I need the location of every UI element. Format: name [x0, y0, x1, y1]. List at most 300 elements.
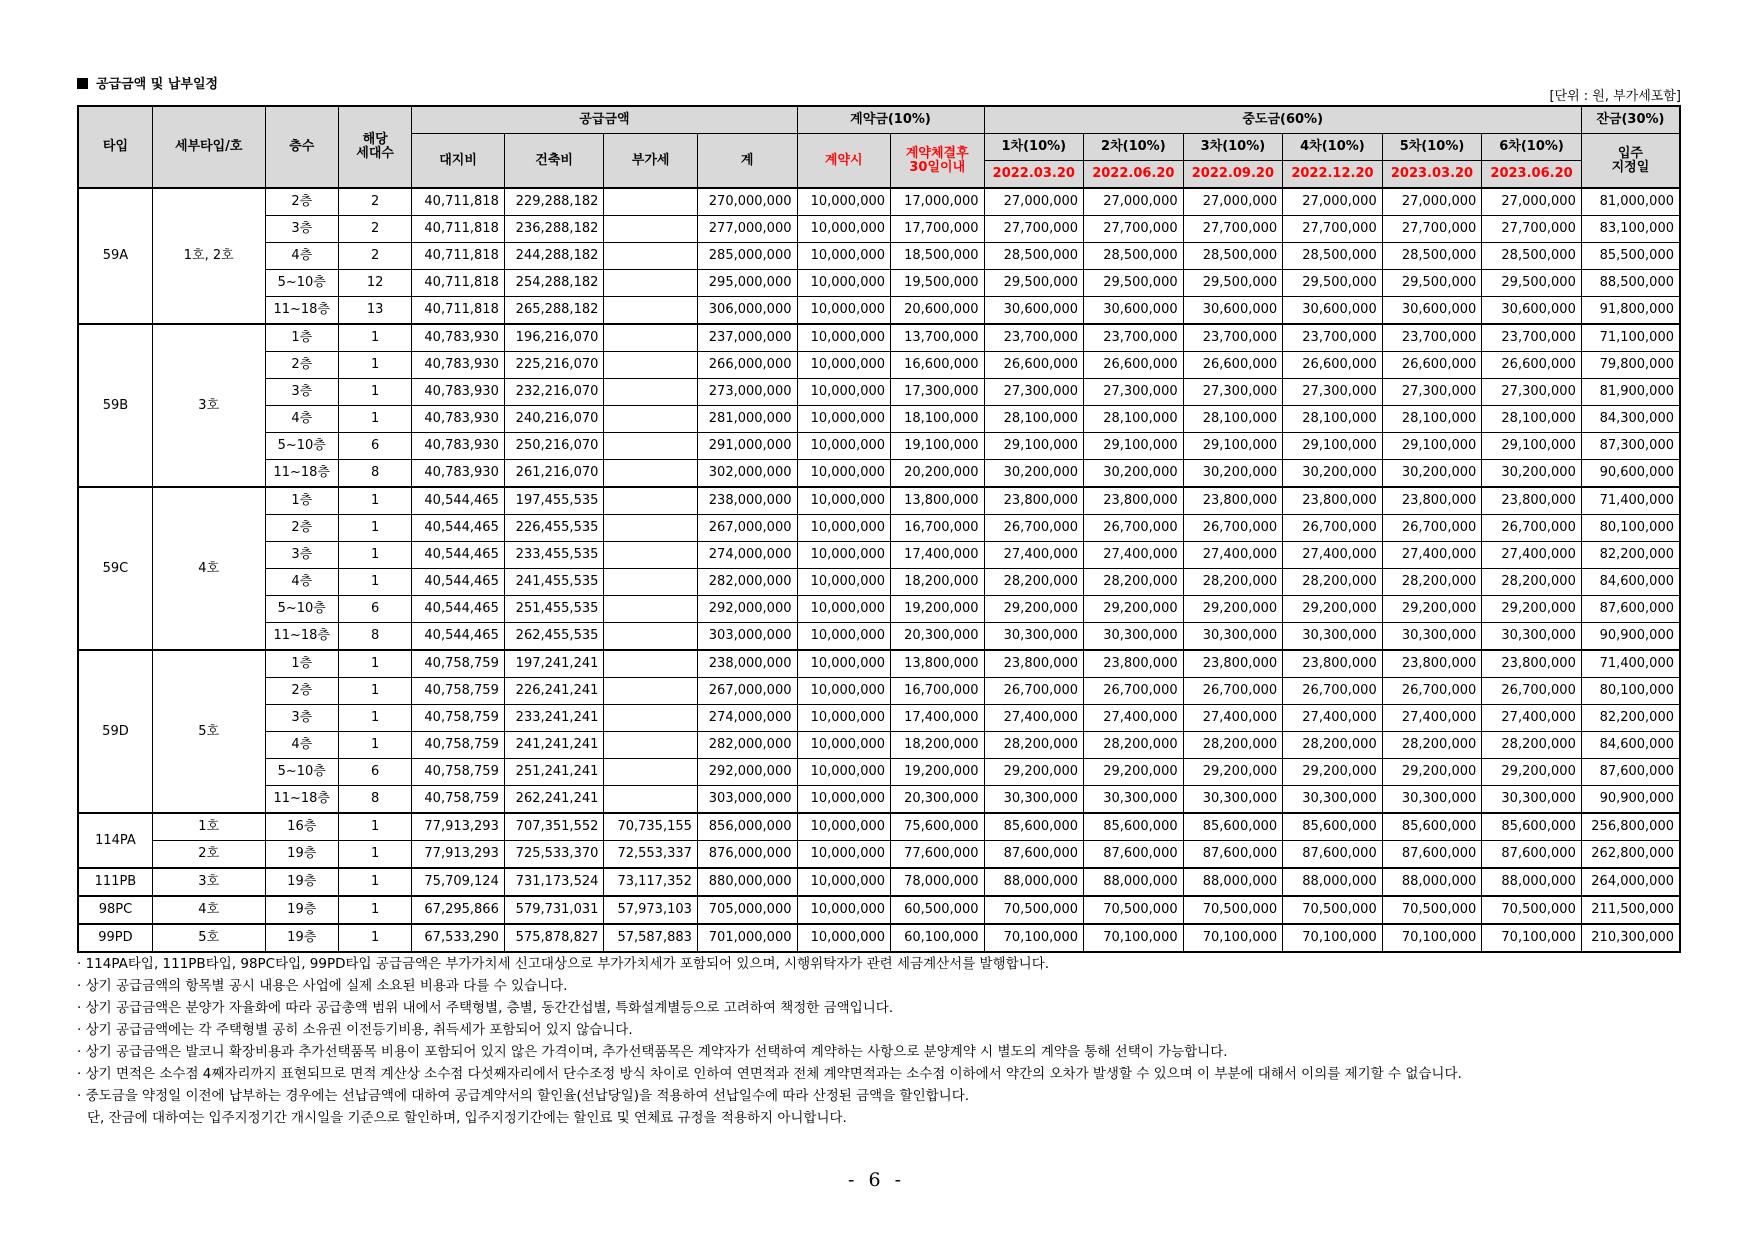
total-cell: 292,000,000 — [697, 759, 797, 786]
interim-6-cell: 30,300,000 — [1482, 623, 1582, 651]
interim-6-cell: 26,700,000 — [1482, 678, 1582, 705]
table-row — [78, 542, 1680, 569]
note-line: · 상기 면적은 소수점 4째자리까지 표현되므로 면적 계산상 소수점 다섯째자리에서 단수조정 방식 차이로 인하여 연면적과 전체 계약면적과는 소수점 이하에서 약간의 오차가 발생할 수 있으며 이 부분에 대해서 이의를 제기할 수 없습니다. — [77, 1066, 1462, 1082]
interim-4-cell: 23,800,000 — [1283, 650, 1383, 678]
interim-1-cell: 23,800,000 — [984, 650, 1084, 678]
deposit-at-contract-cell: 10,000,000 — [797, 841, 891, 869]
interim-2-cell: 23,800,000 — [1084, 650, 1184, 678]
table-row — [78, 841, 1680, 869]
land-cost-cell: 40,711,818 — [412, 270, 505, 297]
section-title — [77, 73, 218, 92]
interim-5-cell: 23,700,000 — [1382, 324, 1482, 352]
units-cell: 6 — [338, 759, 411, 786]
header-total: 계 — [697, 134, 797, 189]
table-row — [78, 650, 1680, 678]
units-cell: 1 — [338, 515, 411, 542]
table-row — [78, 924, 1680, 952]
vat-cell — [604, 515, 698, 542]
interim-3-cell: 27,300,000 — [1183, 379, 1283, 406]
interim-2-cell: 27,000,000 — [1084, 188, 1184, 216]
floor-cell: 19층 — [265, 924, 338, 952]
floor-cell: 5~10층 — [265, 433, 338, 460]
interim-4-cell: 28,200,000 — [1283, 732, 1383, 759]
building-cost-cell: 241,241,241 — [504, 732, 604, 759]
deposit-at-contract-cell: 10,000,000 — [797, 460, 891, 488]
interim-6-cell: 27,400,000 — [1482, 705, 1582, 732]
interim-6-cell: 23,700,000 — [1482, 324, 1582, 352]
interim-6-cell: 29,200,000 — [1482, 596, 1582, 623]
building-cost-cell: 240,216,070 — [504, 406, 604, 433]
building-cost-cell: 579,731,031 — [504, 896, 604, 924]
deposit-after-cell: 60,100,000 — [891, 924, 985, 952]
interim-3-cell: 23,800,000 — [1183, 650, 1283, 678]
units-cell: 6 — [338, 433, 411, 460]
vat-cell — [604, 678, 698, 705]
type-cell: 111PB — [78, 868, 152, 896]
table-row — [78, 705, 1680, 732]
balance-cell: 79,800,000 — [1581, 352, 1680, 379]
land-cost-cell: 40,544,465 — [412, 623, 505, 651]
interim-1-cell: 27,400,000 — [984, 542, 1084, 569]
interim-3-cell: 29,200,000 — [1183, 759, 1283, 786]
interim-2-cell: 28,200,000 — [1084, 569, 1184, 596]
vat-cell — [604, 433, 698, 460]
building-cost-cell: 250,216,070 — [504, 433, 604, 460]
table-row — [78, 216, 1680, 243]
deposit-after-cell: 13,800,000 — [891, 487, 985, 515]
header-interim-3: 3차(10%) — [1183, 134, 1283, 161]
total-cell: 880,000,000 — [697, 868, 797, 896]
table-row — [78, 813, 1680, 841]
type-cell: 99PD — [78, 924, 152, 952]
interim-2-cell: 30,300,000 — [1084, 623, 1184, 651]
land-cost-cell: 40,783,930 — [412, 433, 505, 460]
interim-1-cell: 29,200,000 — [984, 596, 1084, 623]
deposit-at-contract-cell: 10,000,000 — [797, 705, 891, 732]
interim-1-cell: 27,300,000 — [984, 379, 1084, 406]
subtype-cell: 3호 — [152, 868, 265, 896]
units-cell: 2 — [338, 243, 411, 270]
land-cost-cell: 67,295,866 — [412, 896, 505, 924]
vat-cell — [604, 297, 698, 325]
balance-cell: 81,900,000 — [1581, 379, 1680, 406]
total-cell: 303,000,000 — [697, 623, 797, 651]
interim-5-cell: 28,100,000 — [1382, 406, 1482, 433]
interim-5-cell: 27,400,000 — [1382, 705, 1482, 732]
vat-cell — [604, 759, 698, 786]
interim-5-cell: 27,700,000 — [1382, 216, 1482, 243]
interim-2-cell: 29,200,000 — [1084, 596, 1184, 623]
deposit-at-contract-cell: 10,000,000 — [797, 732, 891, 759]
floor-cell: 5~10층 — [265, 270, 338, 297]
subtype-cell: 5호 — [152, 924, 265, 952]
note-line: · 중도금을 약정일 이전에 납부하는 경우에는 선납금액에 대하여 공급계약서의 할인율(선납당일)을 적용하여 선납일수에 따라 산정된 금액을 할인합니다. — [77, 1088, 970, 1104]
deposit-at-contract-cell: 10,000,000 — [797, 352, 891, 379]
interim-3-cell: 29,100,000 — [1183, 433, 1283, 460]
building-cost-cell: 575,878,827 — [504, 924, 604, 952]
deposit-after-cell: 75,600,000 — [891, 813, 985, 841]
interim-2-cell: 28,500,000 — [1084, 243, 1184, 270]
land-cost-cell: 40,758,759 — [412, 678, 505, 705]
note-line: · 상기 공급금액은 분양가 자율화에 따라 공급총액 범위 내에서 주택형별, 층별, 동간간섭별, 특화설계별등으로 고려하여 책정한 금액입니다. — [77, 1000, 894, 1016]
vat-cell: 73,117,352 — [604, 868, 698, 896]
subtype-cell: 4호 — [152, 896, 265, 924]
total-cell: 295,000,000 — [697, 270, 797, 297]
table-row — [78, 596, 1680, 623]
interim-1-cell: 88,000,000 — [984, 868, 1084, 896]
table-row — [78, 678, 1680, 705]
total-cell: 270,000,000 — [697, 188, 797, 216]
note-line: · 상기 공급금액에는 각 주택형별 공히 소유권 이전등기비용, 취득세가 포함되어 있지 않습니다. — [77, 1022, 633, 1038]
interim-6-cell: 30,600,000 — [1482, 297, 1582, 325]
vat-cell — [604, 406, 698, 433]
units-cell: 2 — [338, 216, 411, 243]
deposit-at-contract-cell: 10,000,000 — [797, 406, 891, 433]
deposit-after-cell: 13,700,000 — [891, 324, 985, 352]
floor-cell: 4층 — [265, 732, 338, 759]
deposit-after-cell: 19,500,000 — [891, 270, 985, 297]
interim-1-cell: 28,200,000 — [984, 569, 1084, 596]
interim-2-cell: 26,700,000 — [1084, 678, 1184, 705]
vat-cell — [604, 324, 698, 352]
deposit-at-contract-cell: 10,000,000 — [797, 813, 891, 841]
table-row — [78, 270, 1680, 297]
land-cost-cell: 40,544,465 — [412, 596, 505, 623]
land-cost-cell: 40,544,465 — [412, 569, 505, 596]
balance-cell: 91,800,000 — [1581, 297, 1680, 325]
interim-1-cell: 26,600,000 — [984, 352, 1084, 379]
deposit-at-contract-cell: 10,000,000 — [797, 678, 891, 705]
total-cell: 273,000,000 — [697, 379, 797, 406]
total-cell: 267,000,000 — [697, 678, 797, 705]
header-land: 대지비 — [412, 134, 505, 189]
interim-6-cell: 29,500,000 — [1482, 270, 1582, 297]
floor-cell: 4층 — [265, 406, 338, 433]
deposit-after-cell: 18,200,000 — [891, 732, 985, 759]
balance-cell: 71,400,000 — [1581, 487, 1680, 515]
building-cost-cell: 236,288,182 — [504, 216, 604, 243]
floor-cell: 11~18층 — [265, 623, 338, 651]
interim-6-cell: 70,500,000 — [1482, 896, 1582, 924]
deposit-after-cell: 16,600,000 — [891, 352, 985, 379]
interim-6-cell: 26,700,000 — [1482, 515, 1582, 542]
interim-1-cell: 27,400,000 — [984, 705, 1084, 732]
land-cost-cell: 40,783,930 — [412, 352, 505, 379]
header-vat: 부가세 — [604, 134, 698, 189]
interim-4-cell: 23,700,000 — [1283, 324, 1383, 352]
balance-cell: 84,600,000 — [1581, 732, 1680, 759]
interim-2-cell: 29,500,000 — [1084, 270, 1184, 297]
vat-cell — [604, 786, 698, 814]
floor-cell: 19층 — [265, 868, 338, 896]
balance-cell: 81,000,000 — [1581, 188, 1680, 216]
units-cell: 1 — [338, 705, 411, 732]
deposit-after-cell: 18,200,000 — [891, 569, 985, 596]
table-row — [78, 515, 1680, 542]
deposit-after-cell: 77,600,000 — [891, 841, 985, 869]
deposit-after-cell: 20,300,000 — [891, 786, 985, 814]
total-cell: 282,000,000 — [697, 732, 797, 759]
interim-2-cell: 27,700,000 — [1084, 216, 1184, 243]
header-interim-6: 6차(10%) — [1482, 134, 1582, 161]
interim-4-cell: 70,500,000 — [1283, 896, 1383, 924]
table-row — [78, 732, 1680, 759]
table-row — [78, 379, 1680, 406]
interim-6-cell: 23,800,000 — [1482, 487, 1582, 515]
header-type: 타입 — [78, 106, 152, 188]
vat-cell — [604, 460, 698, 488]
interim-2-cell: 70,500,000 — [1084, 896, 1184, 924]
header-interim-4-date: 2022.12.20 — [1283, 161, 1383, 189]
interim-2-cell: 30,300,000 — [1084, 786, 1184, 814]
header-interim-2: 2차(10%) — [1084, 134, 1184, 161]
unit-note: [단위 : 원, 부가세포함] — [1549, 89, 1681, 104]
interim-5-cell: 28,200,000 — [1382, 732, 1482, 759]
building-cost-cell: 197,455,535 — [504, 487, 604, 515]
interim-4-cell: 26,700,000 — [1283, 515, 1383, 542]
total-cell: 238,000,000 — [697, 650, 797, 678]
balance-cell: 210,300,000 — [1581, 924, 1680, 952]
land-cost-cell: 40,544,465 — [412, 542, 505, 569]
total-cell: 282,000,000 — [697, 569, 797, 596]
interim-5-cell: 27,400,000 — [1382, 542, 1482, 569]
deposit-at-contract-cell: 10,000,000 — [797, 487, 891, 515]
balance-cell: 264,000,000 — [1581, 868, 1680, 896]
deposit-at-contract-cell: 10,000,000 — [797, 188, 891, 216]
interim-4-cell: 28,500,000 — [1283, 243, 1383, 270]
floor-cell: 16층 — [265, 813, 338, 841]
deposit-at-contract-cell: 10,000,000 — [797, 596, 891, 623]
note-line: · 상기 공급금액의 항목별 공시 내용은 사업에 실제 소요된 비용과 다를 수 있습니다. — [77, 978, 568, 994]
balance-cell: 84,600,000 — [1581, 569, 1680, 596]
building-cost-cell: 261,216,070 — [504, 460, 604, 488]
header-deposit: 계약금(10%) — [797, 106, 984, 134]
note-line: · 114PA타입, 111PB타입, 98PC타입, 99PD타입 공급금액은 부가가치세 신고대상으로 부가가치세가 포함되어 있으며, 시행위탁자가 관련 세금계산서를 발행합니다. — [77, 956, 1050, 972]
interim-5-cell: 23,800,000 — [1382, 650, 1482, 678]
interim-6-cell: 27,700,000 — [1482, 216, 1582, 243]
interim-4-cell: 26,700,000 — [1283, 678, 1383, 705]
units-cell: 6 — [338, 596, 411, 623]
deposit-after-cell: 17,700,000 — [891, 216, 985, 243]
land-cost-cell: 40,711,818 — [412, 243, 505, 270]
interim-6-cell: 28,200,000 — [1482, 569, 1582, 596]
land-cost-cell: 40,711,818 — [412, 297, 505, 325]
building-cost-cell: 241,455,535 — [504, 569, 604, 596]
deposit-after-cell: 17,400,000 — [891, 542, 985, 569]
building-cost-cell: 731,173,524 — [504, 868, 604, 896]
balance-cell: 90,900,000 — [1581, 786, 1680, 814]
table-row — [78, 896, 1680, 924]
building-cost-cell: 262,455,535 — [504, 623, 604, 651]
units-cell: 1 — [338, 678, 411, 705]
square-bullet-icon — [77, 78, 88, 89]
interim-4-cell: 27,300,000 — [1283, 379, 1383, 406]
deposit-at-contract-cell: 10,000,000 — [797, 324, 891, 352]
units-cell: 8 — [338, 786, 411, 814]
table-row — [78, 759, 1680, 786]
floor-cell: 1층 — [265, 650, 338, 678]
interim-3-cell: 85,600,000 — [1183, 813, 1283, 841]
balance-cell: 71,100,000 — [1581, 324, 1680, 352]
building-cost-cell: 225,216,070 — [504, 352, 604, 379]
header-interim-1-date: 2022.03.20 — [984, 161, 1084, 189]
total-cell: 266,000,000 — [697, 352, 797, 379]
interim-3-cell: 27,000,000 — [1183, 188, 1283, 216]
vat-cell — [604, 216, 698, 243]
vat-cell — [604, 487, 698, 515]
deposit-at-contract-cell: 10,000,000 — [797, 216, 891, 243]
vat-cell — [604, 596, 698, 623]
land-cost-cell: 40,758,759 — [412, 786, 505, 814]
units-cell: 1 — [338, 487, 411, 515]
table-row — [78, 188, 1680, 216]
notes — [77, 953, 1462, 1129]
land-cost-cell: 40,783,930 — [412, 324, 505, 352]
deposit-at-contract-cell: 10,000,000 — [797, 243, 891, 270]
deposit-at-contract-cell: 10,000,000 — [797, 297, 891, 325]
units-cell: 1 — [338, 650, 411, 678]
floor-cell: 11~18층 — [265, 460, 338, 488]
subtype-cell: 3호 — [152, 324, 265, 487]
header-interim-3-date: 2022.09.20 — [1183, 161, 1283, 189]
floor-cell: 4층 — [265, 243, 338, 270]
interim-3-cell: 27,700,000 — [1183, 216, 1283, 243]
interim-5-cell: 29,200,000 — [1382, 759, 1482, 786]
floor-cell: 3층 — [265, 705, 338, 732]
interim-3-cell: 28,100,000 — [1183, 406, 1283, 433]
deposit-after-cell: 19,200,000 — [891, 596, 985, 623]
interim-1-cell: 26,700,000 — [984, 515, 1084, 542]
balance-cell: 211,500,000 — [1581, 896, 1680, 924]
deposit-after-cell: 17,300,000 — [891, 379, 985, 406]
units-cell: 1 — [338, 324, 411, 352]
interim-1-cell: 27,000,000 — [984, 188, 1084, 216]
price-schedule-table — [77, 105, 1681, 953]
interim-2-cell: 29,200,000 — [1084, 759, 1184, 786]
total-cell: 302,000,000 — [697, 460, 797, 488]
interim-1-cell: 30,300,000 — [984, 623, 1084, 651]
building-cost-cell: 229,288,182 — [504, 188, 604, 216]
land-cost-cell: 40,758,759 — [412, 732, 505, 759]
interim-5-cell: 26,700,000 — [1382, 678, 1482, 705]
interim-3-cell: 26,700,000 — [1183, 678, 1283, 705]
type-cell: 98PC — [78, 896, 152, 924]
table-row — [78, 868, 1680, 896]
interim-1-cell: 70,100,000 — [984, 924, 1084, 952]
deposit-after-cell: 19,100,000 — [891, 433, 985, 460]
deposit-at-contract-cell: 10,000,000 — [797, 786, 891, 814]
type-cell: 59B — [78, 324, 152, 487]
land-cost-cell: 40,783,930 — [412, 406, 505, 433]
balance-cell: 82,200,000 — [1581, 542, 1680, 569]
interim-3-cell: 88,000,000 — [1183, 868, 1283, 896]
balance-cell: 256,800,000 — [1581, 813, 1680, 841]
total-cell: 303,000,000 — [697, 786, 797, 814]
land-cost-cell: 40,783,930 — [412, 379, 505, 406]
interim-3-cell: 30,300,000 — [1183, 786, 1283, 814]
floor-cell: 19층 — [265, 896, 338, 924]
total-cell: 291,000,000 — [697, 433, 797, 460]
table-row — [78, 406, 1680, 433]
interim-6-cell: 29,100,000 — [1482, 433, 1582, 460]
interim-5-cell: 28,500,000 — [1382, 243, 1482, 270]
interim-5-cell: 30,600,000 — [1382, 297, 1482, 325]
deposit-after-cell: 16,700,000 — [891, 678, 985, 705]
vat-cell — [604, 650, 698, 678]
units-cell: 1 — [338, 868, 411, 896]
interim-6-cell: 27,000,000 — [1482, 188, 1582, 216]
interim-2-cell: 70,100,000 — [1084, 924, 1184, 952]
interim-6-cell: 26,600,000 — [1482, 352, 1582, 379]
interim-2-cell: 23,700,000 — [1084, 324, 1184, 352]
building-cost-cell: 725,533,370 — [504, 841, 604, 869]
type-cell: 114PA — [78, 813, 152, 868]
deposit-after-cell: 20,600,000 — [891, 297, 985, 325]
units-cell: 1 — [338, 542, 411, 569]
header-subtype: 세부타입/호 — [152, 106, 265, 188]
total-cell: 856,000,000 — [697, 813, 797, 841]
interim-4-cell: 30,300,000 — [1283, 623, 1383, 651]
units-cell: 1 — [338, 924, 411, 952]
interim-3-cell: 26,700,000 — [1183, 515, 1283, 542]
subtype-cell: 5호 — [152, 650, 265, 813]
interim-6-cell: 29,200,000 — [1482, 759, 1582, 786]
land-cost-cell: 40,758,759 — [412, 650, 505, 678]
interim-1-cell: 29,500,000 — [984, 270, 1084, 297]
vat-cell — [604, 379, 698, 406]
interim-1-cell: 28,100,000 — [984, 406, 1084, 433]
header-interim: 중도금(60%) — [984, 106, 1581, 134]
interim-5-cell: 26,700,000 — [1382, 515, 1482, 542]
deposit-at-contract-cell: 10,000,000 — [797, 623, 891, 651]
deposit-at-contract-cell: 10,000,000 — [797, 896, 891, 924]
header-interim-4: 4차(10%) — [1283, 134, 1383, 161]
header-deposit-at-contract: 계약시 — [797, 134, 891, 189]
header-interim-5-date: 2023.03.20 — [1382, 161, 1482, 189]
interim-4-cell: 85,600,000 — [1283, 813, 1383, 841]
interim-4-cell: 87,600,000 — [1283, 841, 1383, 869]
land-cost-cell: 40,758,759 — [412, 705, 505, 732]
vat-cell: 57,587,883 — [604, 924, 698, 952]
vat-cell: 70,735,155 — [604, 813, 698, 841]
interim-6-cell: 28,200,000 — [1482, 732, 1582, 759]
building-cost-cell: 251,455,535 — [504, 596, 604, 623]
table-header — [78, 106, 1680, 188]
interim-2-cell: 29,100,000 — [1084, 433, 1184, 460]
interim-4-cell: 29,500,000 — [1283, 270, 1383, 297]
vat-cell — [604, 188, 698, 216]
interim-2-cell: 27,300,000 — [1084, 379, 1184, 406]
header-interim-1: 1차(10%) — [984, 134, 1084, 161]
interim-6-cell: 87,600,000 — [1482, 841, 1582, 869]
interim-1-cell: 29,100,000 — [984, 433, 1084, 460]
interim-5-cell: 27,300,000 — [1382, 379, 1482, 406]
interim-3-cell: 28,200,000 — [1183, 569, 1283, 596]
interim-5-cell: 30,200,000 — [1382, 460, 1482, 488]
units-cell: 1 — [338, 813, 411, 841]
interim-2-cell: 27,400,000 — [1084, 542, 1184, 569]
land-cost-cell: 67,533,290 — [412, 924, 505, 952]
interim-1-cell: 27,700,000 — [984, 216, 1084, 243]
vat-cell — [604, 705, 698, 732]
interim-6-cell: 30,300,000 — [1482, 786, 1582, 814]
balance-cell: 88,500,000 — [1581, 270, 1680, 297]
deposit-at-contract-cell: 10,000,000 — [797, 379, 891, 406]
interim-6-cell: 28,100,000 — [1482, 406, 1582, 433]
interim-5-cell: 30,300,000 — [1382, 623, 1482, 651]
floor-cell: 3층 — [265, 379, 338, 406]
interim-4-cell: 30,200,000 — [1283, 460, 1383, 488]
